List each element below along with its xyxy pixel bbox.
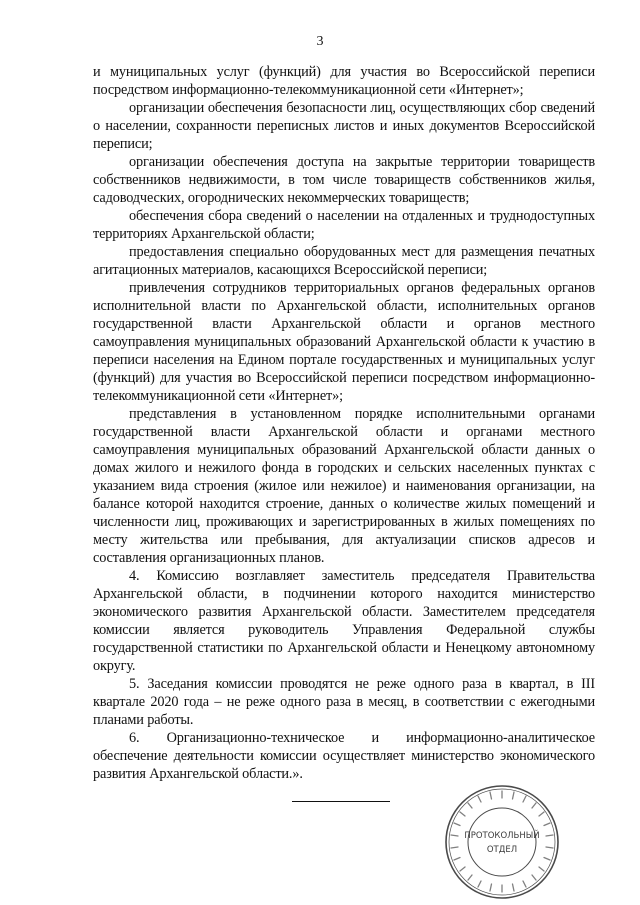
closing-line	[292, 801, 390, 802]
stamp-center-text-2: ОТДЕЛ	[486, 845, 518, 855]
paragraph-section-6: 6. Организационно-техническое и информационно-аналитическое обеспечение деятельности комиссии осуществляет министерство экономического развития Архангельской области.».	[93, 730, 595, 782]
paragraph-section-4: 4. Комиссию возглавляет заместитель председателя Правительства Архангельской области, в подчинении которого находится министерство экономического развития Архангельской области. Заместителем председателя комиссии является руководитель Управления Федеральной службы государственной статистики по Архангельской области и Ненецкому автономному округу.	[93, 568, 595, 674]
paragraph-6: привлечения сотрудников территориальных органов федеральных органов исполнительной власти по Архангельской области, исполнительных органов государственной власти Архангельской области и органов местного самоуправления муниципальных образований Архангельской области к участию в переписи населения на Едином портале государственных и муниципальных услуг (функций) для участия во Всероссийской переписи посредством информационно-телекоммуникационной сети «Интернет»;	[93, 280, 595, 404]
paragraph-section-5: 5. Заседания комиссии проводятся не реже одного раза в квартал, в III квартале 2020 года – не реже одного раза в месяц, в соответствии с ежегодными планами работы.	[93, 676, 595, 728]
stamp-center-text-1: ПРОТОКОЛЬНЫЙ	[464, 831, 540, 841]
paragraph-7: представления в установленном порядке исполнительными органами государственной власти Архангельской области и органами местного самоуправления муниципальных образований Архангельской области данных о домах жилого и нежилого фонда в городских и сельских населенных пунктах с указанием вида строения (жилое или нежилое) и наименования организации, на балансе которой находится строение, данных о количестве жилых помещений и численности лиц, проживающих и зарегистрированных в жилых помещениях по месту жительства или пребывания, для актуализации списков адресов и составления организационных планов.	[93, 406, 595, 566]
paragraph-2: организации обеспечения безопасности лиц, осуществляющих сбор сведений о населении, сохранности переписных листов и иных документов Всероссийской переписи;	[93, 100, 595, 152]
document-body	[93, 63, 595, 783]
page-number: 3	[316, 34, 324, 49]
paragraph-1: и муниципальных услуг (функций) для участия во Всероссийской переписи посредством информационно-телекоммуникационной сети «Интернет»;	[93, 64, 595, 98]
seal-stamp	[442, 782, 562, 902]
paragraph-3: организации обеспечения доступа на закрытые территории товариществ собственников недвижимости, в том числе товариществ собственников жилья, садоводческих, огороднических некоммерческих товариществ;	[93, 154, 595, 206]
paragraph-4: обеспечения сбора сведений о населении на отдаленных и труднодоступных территориях Архангельской области;	[93, 208, 595, 242]
paragraph-5: предоставления специально оборудованных мест для размещения печатных агитационных материалов, касающихся Всероссийской переписи;	[93, 244, 595, 278]
